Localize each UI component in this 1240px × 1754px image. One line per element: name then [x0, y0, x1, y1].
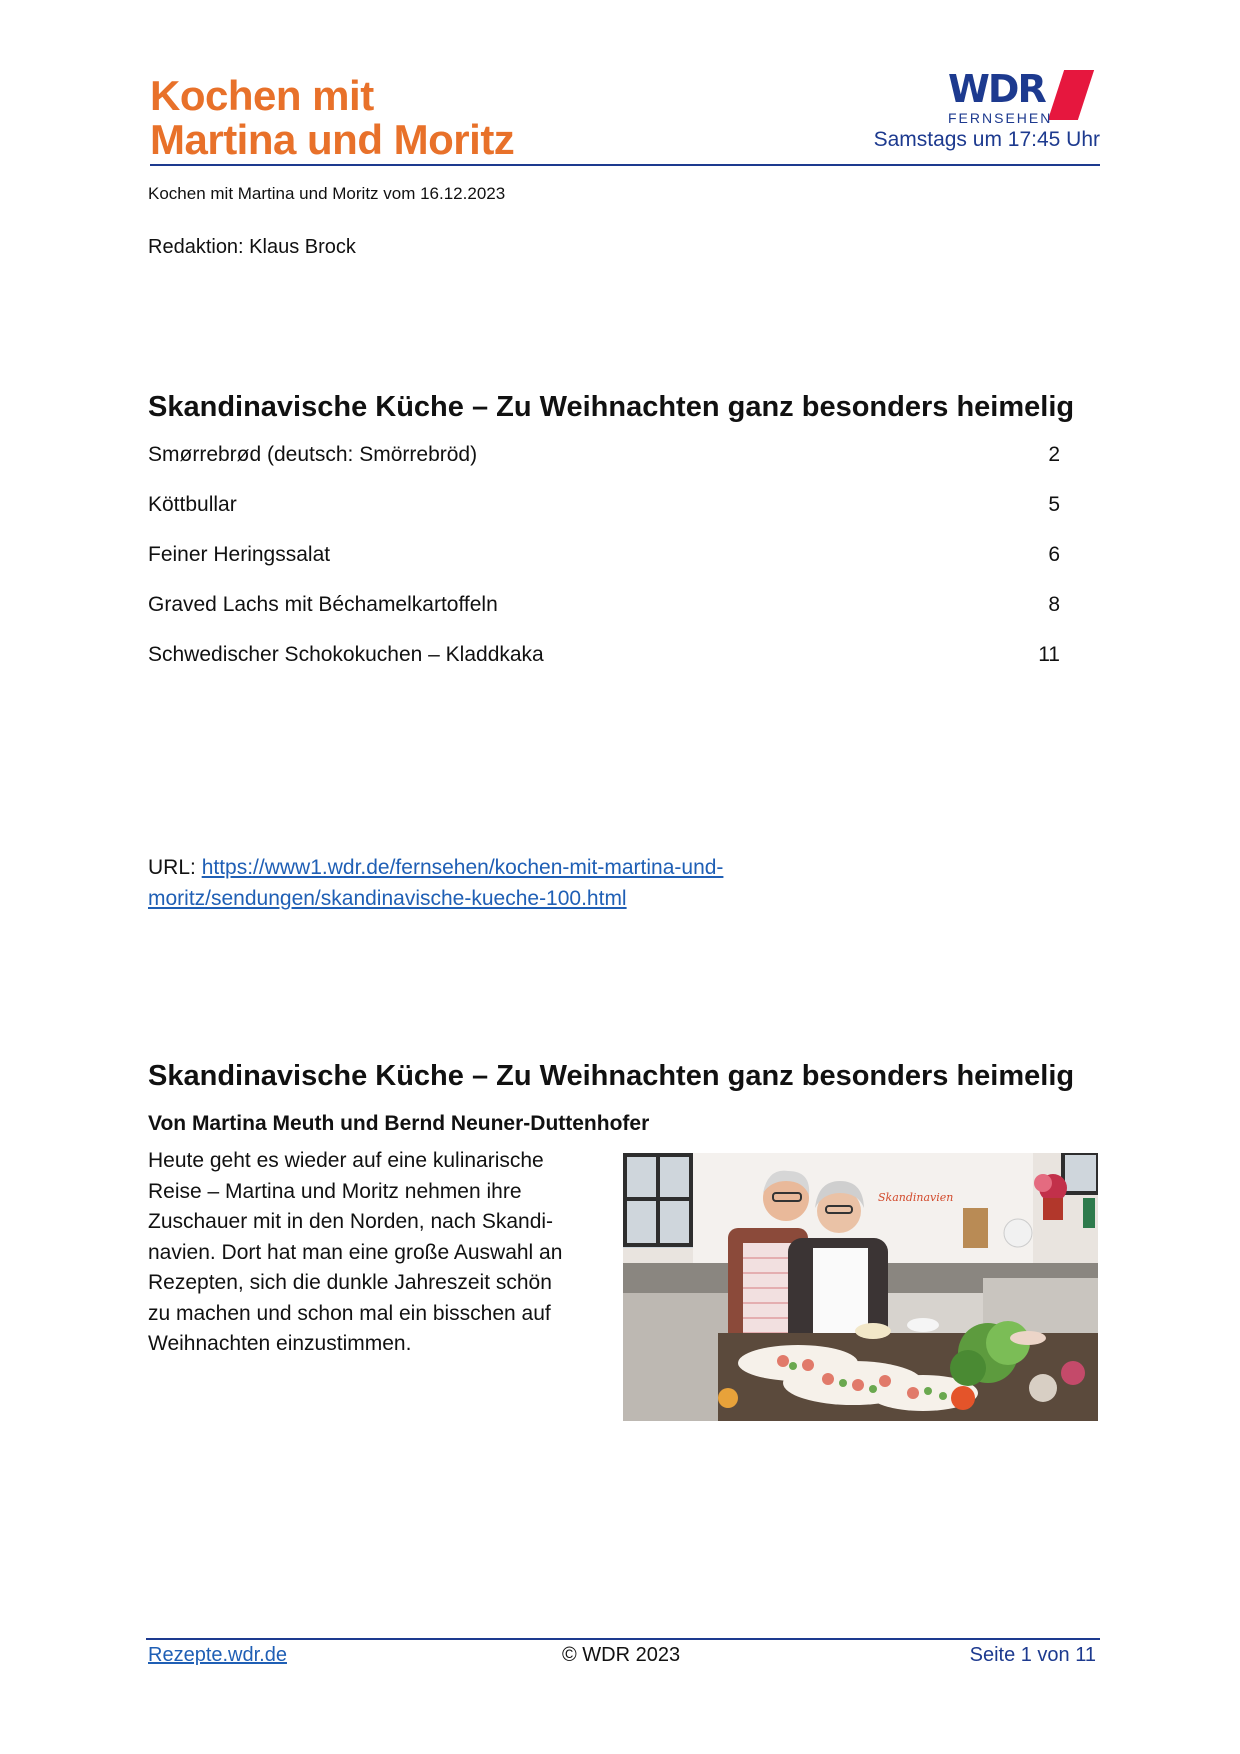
- toc-page-number: 2: [1048, 443, 1060, 466]
- svg-text:Skandinavien: Skandinavien: [878, 1191, 954, 1204]
- article-intro: [148, 1146, 618, 1360]
- toc-label: Graved Lachs mit Béchamelkartoffeln: [148, 593, 498, 616]
- footer-divider: [146, 1638, 1100, 1640]
- toc-label: Smørrebrød (deutsch: Smörrebröd): [148, 443, 478, 466]
- header-divider: [150, 164, 1100, 166]
- toc-page-number: 11: [1038, 643, 1060, 666]
- wdr-logo-text: WDR: [948, 67, 1045, 111]
- toc-label: Schwedischer Schokokuchen – Kladdkaka: [148, 643, 544, 666]
- intro-line: Reise – Martina und Moritz nehmen ihre: [148, 1179, 522, 1203]
- hosts-kitchen-photo: [623, 1153, 1098, 1421]
- broadcast-date: Kochen mit Martina und Moritz vom 16.12.2023: [148, 184, 506, 203]
- toc-row[interactable]: [148, 492, 1060, 542]
- toc-label: Feiner Heringssalat: [148, 543, 331, 566]
- toc-row[interactable]: [148, 642, 1060, 692]
- article-title: Skandinavische Küche – Zu Weihnachten ganz besonders heimelig: [148, 1060, 1075, 1092]
- url-link-line-1[interactable]: https://www1.wdr.de/fernsehen/kochen-mit-martina-und-: [201, 856, 724, 879]
- wdr-logo: [948, 68, 1100, 130]
- intro-line: navien. Dort hat man eine große Auswahl an: [148, 1240, 563, 1264]
- toc-title: Skandinavische Küche – Zu Weihnachten ganz besonders heimelig: [148, 391, 1075, 423]
- toc-page-number: 8: [1048, 593, 1060, 616]
- toc-row[interactable]: [148, 592, 1060, 642]
- wdr-logo-slash: [1048, 70, 1094, 120]
- intro-line: Weihnachten einzustimmen.: [148, 1332, 412, 1355]
- broadcast-schedule: Samstags um 17:45 Uhr: [873, 128, 1100, 151]
- intro-line: Zuschauer mit in den Norden, nach Skandi-: [148, 1210, 554, 1233]
- toc-row[interactable]: [148, 542, 1060, 592]
- toc-page-number: 5: [1048, 493, 1060, 516]
- url-link-line-2[interactable]: moritz/sendungen/skandinavische-kueche-100.html: [148, 887, 627, 910]
- intro-line: Rezepten, sich die dunkle Jahreszeit schön: [148, 1271, 552, 1294]
- intro-line: zu machen und schon mal ein bisschen auf: [148, 1301, 551, 1325]
- intro-line: Heute geht es wieder auf eine kulinarische: [148, 1149, 544, 1172]
- wdr-logo-subtitle: FERNSEHEN: [948, 110, 1053, 126]
- footer-page-number: Seite 1 von 11: [969, 1644, 1096, 1666]
- toc-label: Köttbullar: [148, 493, 237, 516]
- article-author: Von Martina Meuth und Bernd Neuner-Duttenhofer: [148, 1112, 650, 1135]
- show-title-line-2: Martina und Moritz: [150, 116, 515, 163]
- toc-page-number: 6: [1048, 543, 1060, 566]
- hosts-kitchen-illustration: [623, 1153, 1098, 1421]
- footer-site-link[interactable]: Rezepte.wdr.de: [148, 1644, 287, 1666]
- show-title: [150, 74, 514, 162]
- show-title-line-1: Kochen mit: [150, 72, 374, 119]
- table-of-contents: [148, 442, 1060, 692]
- toc-row[interactable]: [148, 442, 1060, 492]
- source-url: [148, 852, 848, 914]
- editor-credit: Redaktion: Klaus Brock: [148, 236, 356, 258]
- footer-copyright: © WDR 2023: [562, 1644, 681, 1666]
- url-label: URL:: [148, 856, 202, 879]
